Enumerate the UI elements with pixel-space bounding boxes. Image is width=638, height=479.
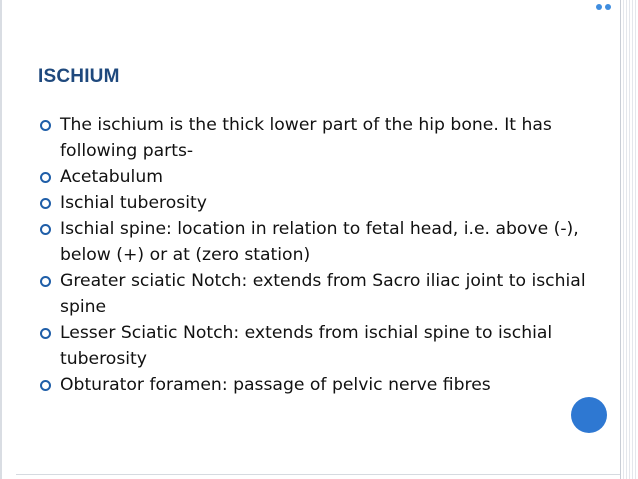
dot-icon [596, 4, 602, 10]
bullet-text: Ischial spine: location in relation to fetal head, i.e. above (-), below (+) or at (zero station) [60, 219, 579, 265]
ring-bullet-icon [40, 276, 51, 287]
ring-bullet-icon [40, 120, 51, 131]
bullet-item [38, 112, 608, 164]
bullet-text: Ischial tuberosity [60, 193, 207, 213]
ring-bullet-icon [40, 380, 51, 391]
bottom-divider [16, 474, 620, 475]
ring-bullet-icon [40, 172, 51, 183]
ring-bullet-icon [40, 224, 51, 235]
bullet-list [38, 112, 608, 398]
bullet-item [38, 216, 608, 268]
dot-icon [605, 4, 611, 10]
bullet-item [38, 190, 608, 216]
bullet-item [38, 320, 608, 372]
bullet-text: Obturator foramen: passage of pelvic nerve fibres [60, 375, 491, 395]
bullet-text: Greater sciatic Notch: extends from Sacro iliac joint to ischial spine [60, 271, 586, 317]
dots-icon [596, 4, 612, 14]
bullet-text: Acetabulum [60, 167, 163, 187]
bullet-text: The ischium is the thick lower part of the hip bone. It has following parts- [60, 115, 552, 161]
left-edge-divider [0, 0, 2, 479]
bullet-item [38, 268, 608, 320]
bullet-text: Lesser Sciatic Notch: extends from ischial spine to ischial tuberosity [60, 323, 553, 369]
circle-icon [571, 397, 607, 433]
ring-bullet-icon [40, 198, 51, 209]
ring-bullet-icon [40, 328, 51, 339]
right-striped-border [620, 0, 638, 479]
bullet-item [38, 164, 608, 190]
bullet-item [38, 372, 608, 398]
slide-title: ISCHIUM [38, 66, 120, 87]
